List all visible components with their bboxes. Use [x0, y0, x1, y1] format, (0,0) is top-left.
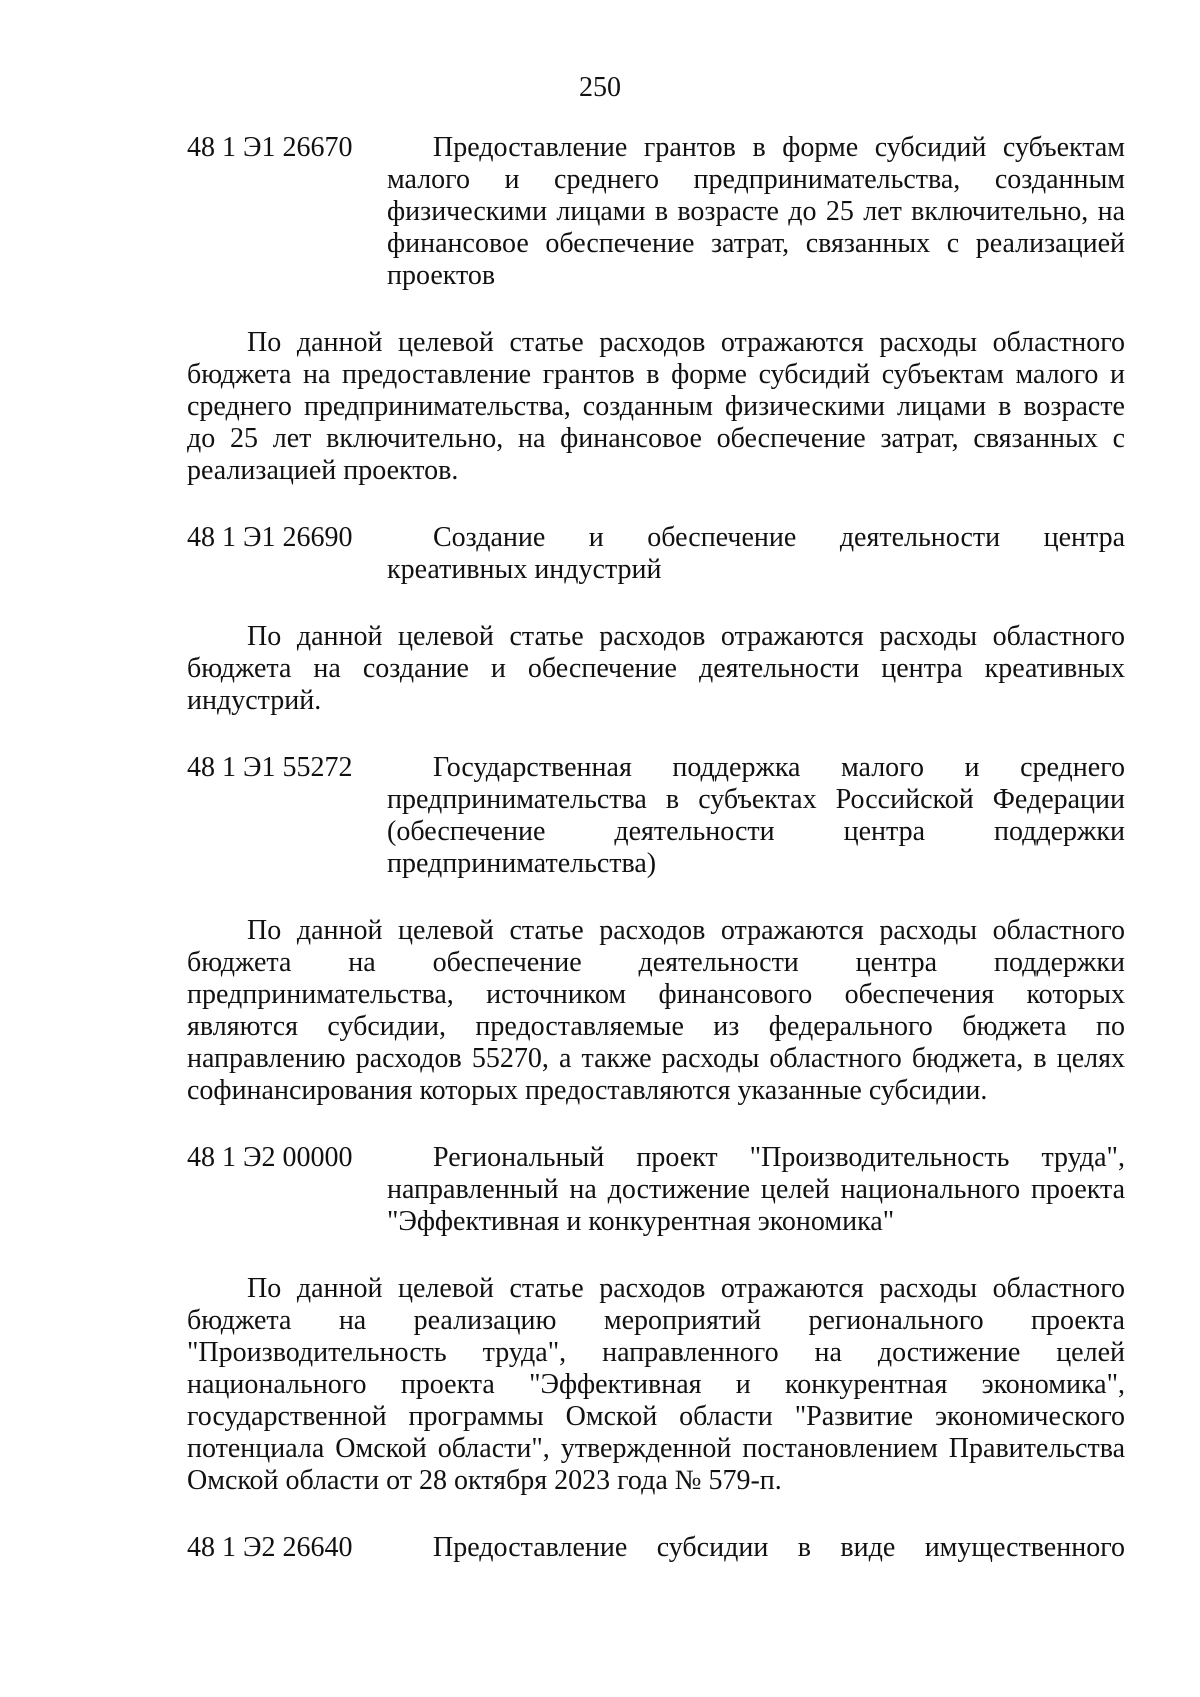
budget-description: По данной целевой статье расходов отражаются расходы областного бюджета на создание и обеспечение деятельности центра креативных индустрий. — [187, 621, 1125, 716]
budget-title: Региональный проект "Производительность труда", направленный на достижение целей национального проекта "Эффективная и конкурентная экономика" — [387, 1142, 1125, 1237]
budget-entry — [187, 1142, 1125, 1238]
document-body — [187, 132, 1125, 1564]
budget-code: 48 1 Э1 55272 — [187, 752, 353, 783]
budget-title: Создание и обеспечение деятельности центра креативных индустрий — [387, 522, 1125, 585]
budget-code: 48 1 Э2 00000 — [187, 1142, 353, 1173]
budget-description: По данной целевой статье расходов отражаются расходы областного бюджета на обеспечение деятельности центра поддержки предпринимательства, источником финансового обеспечения которых являются субсидии, предоставляемые из федерального бюджета по направлению расходов 55270, а также расходы областного бюджета, в целях софинансирования которых предоставляются указанные субсидии. — [187, 915, 1125, 1106]
budget-title: Предоставление грантов в форме субсидий субъектам малого и среднего предпринимательства, созданным физическими лицами в возрасте до 25 лет включительно, на финансовое обеспечение затрат, связанных с реализацией проектов — [387, 132, 1125, 291]
budget-description: По данной целевой статье расходов отражаются расходы областного бюджета на реализацию мероприятий регионального проекта "Производительность труда", направленного на достижение целей национального проекта "Эффективная и конкурентная экономика", государственной программы Омской области "Развитие экономического потенциала Омской области", утвержденной постановлением Правительства Омской области от 28 октября 2023 года № 579-п. — [187, 1273, 1125, 1496]
budget-entry — [187, 1532, 1125, 1564]
budget-description: По данной целевой статье расходов отражаются расходы областного бюджета на предоставление грантов в форме субсидий субъектам малого и среднего предпринимательства, созданным физическими лицами в возрасте до 25 лет включительно, на финансовое обеспечение затрат, связанных с реализацией проектов. — [187, 327, 1125, 486]
budget-title: Государственная поддержка малого и среднего предпринимательства в субъектах Российской Федерации (обеспечение деятельности центра поддержки предпринимательства) — [387, 752, 1125, 879]
budget-title: Предоставление субсидии в виде имущественного — [433, 1532, 1125, 1563]
budget-entry — [187, 132, 1125, 292]
budget-code: 48 1 Э1 26670 — [187, 132, 353, 163]
budget-entry — [187, 752, 1125, 880]
budget-code: 48 1 Э1 26690 — [187, 522, 353, 553]
budget-code: 48 1 Э2 26640 — [187, 1532, 353, 1563]
budget-entry — [187, 522, 1125, 586]
page-number: 250 — [579, 72, 621, 103]
